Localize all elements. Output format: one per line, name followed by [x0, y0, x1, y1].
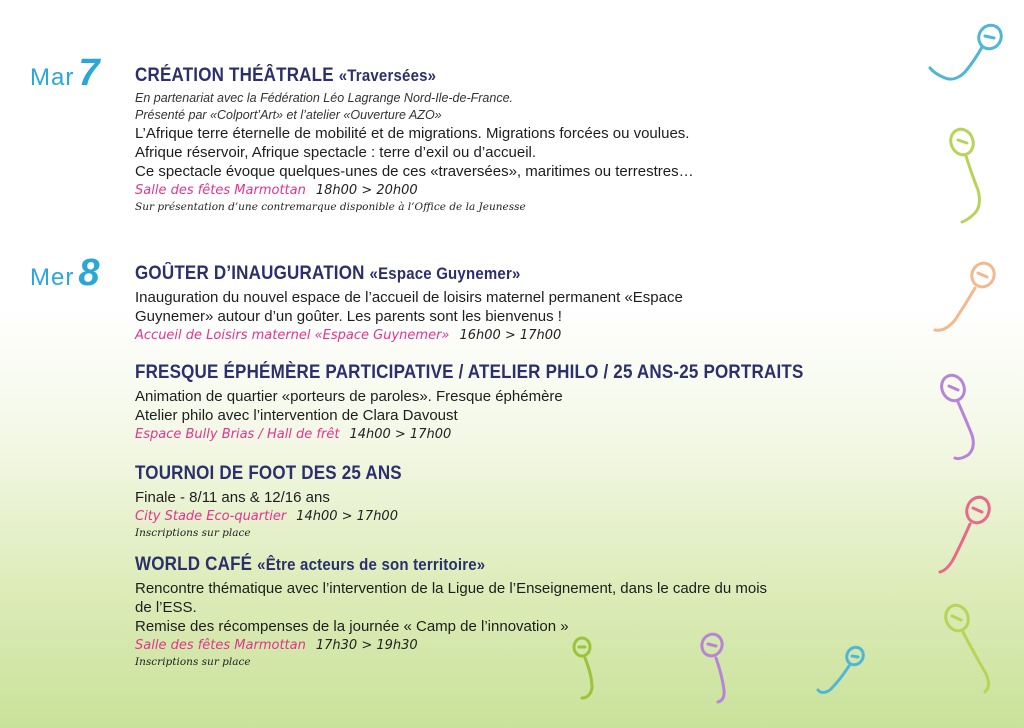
- description-line: Inauguration du nouvel espace de l’accueil de loisirs maternel permanent «Espace: [135, 289, 683, 306]
- description-line: Guynemer» autour d’un goûter. Les parents sont les bienvenus !: [135, 308, 562, 325]
- description-line: Animation de quartier «porteurs de paroles». Fresque éphémère: [135, 388, 563, 405]
- venue: City Stade Eco-quartier: [135, 509, 287, 524]
- event-title: [135, 262, 875, 284]
- event-subtitle: «Traversées»: [338, 66, 437, 86]
- day-name: Mer: [30, 264, 75, 291]
- time: 17h30 > 19h30: [315, 638, 418, 653]
- day-label-mar: [30, 52, 99, 95]
- venue: Accueil de Loisirs maternel «Espace Guynemer»: [135, 328, 450, 343]
- event-creation-theatrale: [135, 64, 875, 215]
- event-title: [135, 553, 875, 575]
- time: 18h00 > 20h00: [315, 183, 418, 198]
- description-line: L’Afrique terre éternelle de mobilité et de migrations. Migrations forcées ou voulues.: [135, 125, 690, 142]
- description-line: Rencontre thématique avec l’intervention de la Ligue de l’Enseignement, dans le cadre du mois: [135, 580, 768, 597]
- event-title: [135, 64, 875, 86]
- event-title: TOURNOI DE FOOT DES 25 ANS: [135, 462, 402, 484]
- description-line: Remise des récompenses de la journée « Camp de l’innovation »: [135, 618, 569, 635]
- venue-time: [135, 507, 875, 526]
- time: 14h00 > 17h00: [349, 427, 452, 442]
- presenter-line: Présenté par «Colport’Art» et l’atelier «Ouverture AZO»: [135, 108, 442, 122]
- day-number: 7: [78, 52, 100, 94]
- description-line: Atelier philo avec l’intervention de Clara Davoust: [135, 407, 458, 424]
- description-line: de l’ESS.: [135, 599, 197, 616]
- event-note: Sur présentation d’une contremarque disponible à l’Office de la Jeunesse: [135, 201, 526, 213]
- venue-time: [135, 636, 875, 655]
- description-line: Finale - 8/11 ans & 12/16 ans: [135, 489, 330, 506]
- venue-time: [135, 181, 875, 200]
- event-title-text: WORLD CAFÉ: [135, 553, 253, 575]
- event-tournoi-foot: [135, 462, 875, 541]
- event-title-text: CRÉATION THÉÂTRALE: [135, 64, 334, 86]
- event-subtitle: «Espace Guynemer»: [369, 264, 521, 284]
- event-world-cafe: [135, 553, 875, 670]
- partner-line: En partenariat avec la Fédération Léo Lagrange Nord-Ile-de-France.: [135, 91, 513, 105]
- event-subtitle: «Être acteurs de son territoire»: [257, 555, 486, 575]
- day-label-mer: [30, 252, 99, 295]
- venue: Salle des fêtes Marmottan: [135, 183, 306, 198]
- event-gouter-inauguration: [135, 262, 875, 345]
- event-note: Inscriptions sur place: [135, 656, 251, 668]
- event-title: FRESQUE ÉPHÉMÈRE PARTICIPATIVE / ATELIER PHILO / 25 ANS-25 PORTRAITS: [135, 361, 804, 383]
- venue: Espace Bully Brias / Hall de frêt: [135, 427, 340, 442]
- event-fresque-ephemere: [135, 361, 875, 444]
- time: 16h00 > 17h00: [459, 328, 562, 343]
- description-line: Ce spectacle évoque quelques-unes de ces «traversées», maritimes ou terrestres…: [135, 163, 694, 180]
- venue: Salle des fêtes Marmottan: [135, 638, 306, 653]
- event-title-text: GOÛTER D’INAUGURATION: [135, 262, 365, 284]
- time: 14h00 > 17h00: [296, 509, 398, 524]
- day-number: 8: [78, 252, 100, 294]
- venue-time: [135, 425, 875, 444]
- event-note: Inscriptions sur place: [135, 527, 251, 539]
- day-name: Mar: [30, 64, 75, 91]
- description-line: Afrique réservoir, Afrique spectacle : terre d’exil ou d’accueil.: [135, 144, 537, 161]
- venue-time: [135, 326, 875, 345]
